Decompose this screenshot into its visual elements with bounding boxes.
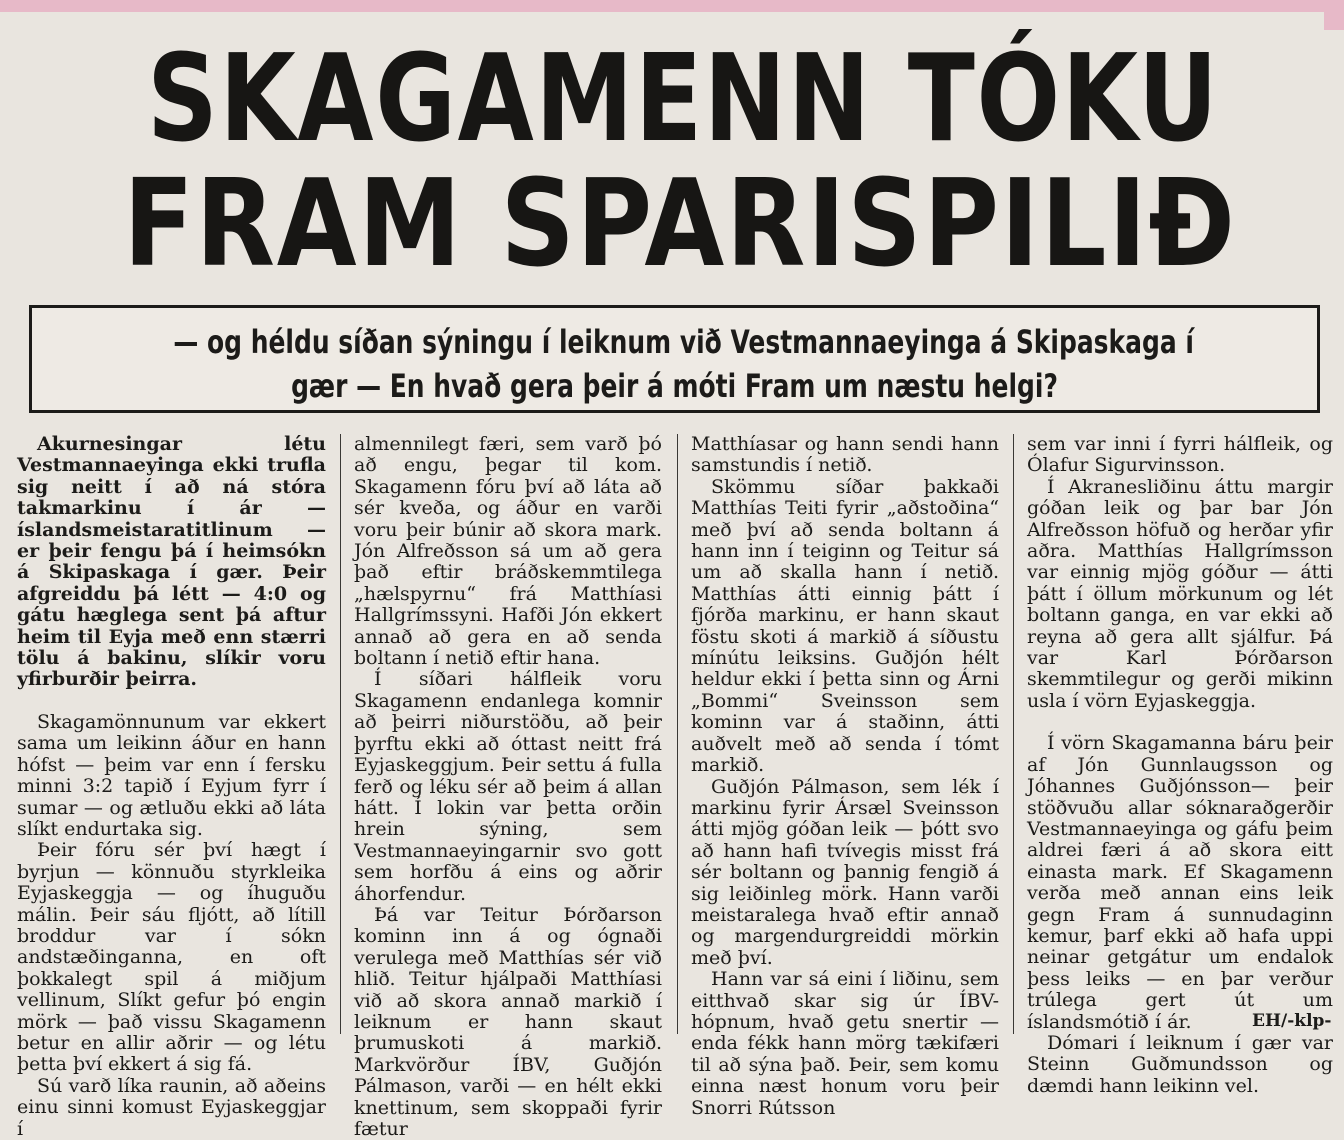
subheadline-line-1: — og héldu síðan sýningu í leiknum við Vestmannaeyinga á Skipaskaga í <box>173 323 1194 361</box>
headline-line-2: FRAM SPARISPILIÐ <box>123 155 1237 294</box>
article-column-1 <box>17 433 326 1140</box>
article-column-3 <box>691 433 999 1119</box>
article-paragraph: Dómari í leiknum í gær var Steinn Guðmundsson og dæmdi hann leikinn vel. <box>1027 1031 1333 1097</box>
column-divider <box>1013 434 1014 1034</box>
article-paragraph: almennilegt færi, sem varð þó að engu, þegar til kom. Skagamenn fóru því að láta að sér kveða, og áður en varði voru þeir búnir að skora mark. Jón Alfreðsson sá um að gera það eftir bráðskemmtilega „hælspyrnu“ frá Matthíasi Hallgrímssyni. Hafði Jón ekkert annað að gera en að senda boltann í netið eftir hana. <box>354 433 662 670</box>
column-divider <box>340 434 341 1034</box>
page-corner-strip <box>1324 0 1344 30</box>
article-paragraph: Matthíasar og hann sendi hann samstundis í netið. <box>691 433 999 477</box>
article-paragraph: Í Akranesliðinu áttu margir góðan leik og þar bar Jón Alfreðsson höfuð og herðar yfir aðra. Matthías Hallgrímsson var einnig mjög góður — átti þátt í öllum mörkunum og lét boltann ganga, en var ekki að reyna að gera allt sjálfur. Þá var Karl Þórðarson skemmtilegur og gerði mikinn usla í vörn Eyjaskeggja. <box>1027 475 1333 712</box>
column-divider <box>677 434 678 1034</box>
byline: EH/-klp- <box>1252 1011 1332 1031</box>
article-paragraph: Skagamönnunum var ekkert sama um leikinn áður en hann hófst — þeim var enn í fersku minni 3:2 tapið í Eyjum fyrr í sumar — og ætluðu ekki að láta slíkt endurtaka sig. <box>17 710 326 840</box>
page-edge-strip <box>0 0 1344 12</box>
article-paragraph: Sú varð líka raunin, að aðeins einu sinni komust Eyjaskeggjar í <box>17 1074 326 1140</box>
article-paragraph: Í vörn Skagamanna báru þeir af Jón Gunnlaugsson og Jóhannes Guðjónsson— þeir stöðvuðu allar sóknaraðgerðir Vestmannaeyinga og gáfu þeim aldrei færi á að skora eitt einasta mark. Ef Skagamenn verða með annan eins leik gegn Fram á sunnudaginn kemur, þarf ekki að hafa uppi neinar getgátur um endalok þess leiks — en þar verður trúlega gert út um íslandsmótið í ár. <box>1027 732 1333 1033</box>
headline-line-1: SKAGAMENN TÓKU <box>147 30 1220 169</box>
article-paragraph: Þeir fóru sér því hægt í byrjun — könnuðu styrkleika Eyjaskeggja — og íhuguðu málin. Þeir sáu fljótt, að lítill broddur var í sókn andstæðinganna, en oft þokkalegt spil á miðjum vellinum, Slíkt gefur þó engin mörk — það vissu Skagamenn betur en allir aðrir — og létu þetta því ekkert á sig fá. <box>17 839 326 1076</box>
subheadline-box <box>29 305 1320 413</box>
article-paragraph: Í síðari hálfleik voru Skagamenn endanlega komnir að þeirri niðurstöðu, að þeir þyrftu ekki að óttast neitt frá Eyjaskeggjum. Þeir settu á fulla ferð og léku sér að þeim á allan hátt. Í lokin var þetta orðin hrein sýning, sem Vestmannaeyingarnir svo gott sem horfðu á eins og aðrir áhorfendur. <box>354 668 662 905</box>
article-paragraph: sem var inni í fyrri hálfleik, og Ólafur Sigurvinsson. <box>1027 433 1333 477</box>
article-column-4 <box>1027 433 1333 1097</box>
article-paragraph: Þá var Teitur Þórðarson kominn inn á og ógnaði verulega með Matthías sér við hlið. Teitur hjálpaði Matthíasi við að skora annað markið í leiknum er hann skaut þrumuskoti á markið. Markvörður ÍBV, Guðjón Pálmason, varði — en hélt ekki knettinum, sem skoppaði fyrir fætur <box>354 903 662 1140</box>
lead-paragraph: Akurnesingar létu Vestmannaeyinga ekki trufla sig neitt í að ná stóra takmarkinu í ár — íslandsmeistaratitlinum — er þeir fengu þá í heimsókn á Skipaskaga í gær. Þeir afgreiddu þá létt — 4:0 og gátu hæglega sent þá aftur heim til Eyja með enn stærri tölu á bakinu, slíkir voru yfirburðir þeirra. <box>17 433 326 691</box>
subheadline-line-2: gær — En hvað gera þeir á móti Fram um næstu helgi? <box>291 367 1058 405</box>
article-paragraph: Guðjón Pálmason, sem lék í markinu fyrir Ársæl Sveinsson átti mjög góðan leik — þótt svo að hann hafi tvívegis misst frá sér boltann og þannig fengið á sig leiðinleg mörk. Hann varði meistaralega hvað eftir annað og margendurgreiddi mörkin með því. <box>691 775 999 969</box>
article-paragraph: Skömmu síðar þakkaði Matthías Teiti fyrir „aðstoðina“ með því að senda boltann á hann inn í teiginn og Teitur sá um að skalla hann í netið. Matthías átti einnig þátt í fjórða markinu, er hann skaut föstu skoti á markið á síðustu mínútu leiksins. Guðjón hélt heldur ekki í þetta sinn og Árni „Bommi“ Sveinsson sem kominn var á staðinn, átti auðvelt með að senda í tómt markið. <box>691 475 999 777</box>
article-column-2 <box>354 433 662 1140</box>
article-paragraph: Hann var sá eini í liðinu, sem eitthvað skar sig úr ÍBV-hópnum, hvað getu snertir — enda fékk hann mörg tækifæri til að sýna það. Þeir, sem komu einna næst honum voru þeir Snorri Rútsson <box>691 968 999 1119</box>
